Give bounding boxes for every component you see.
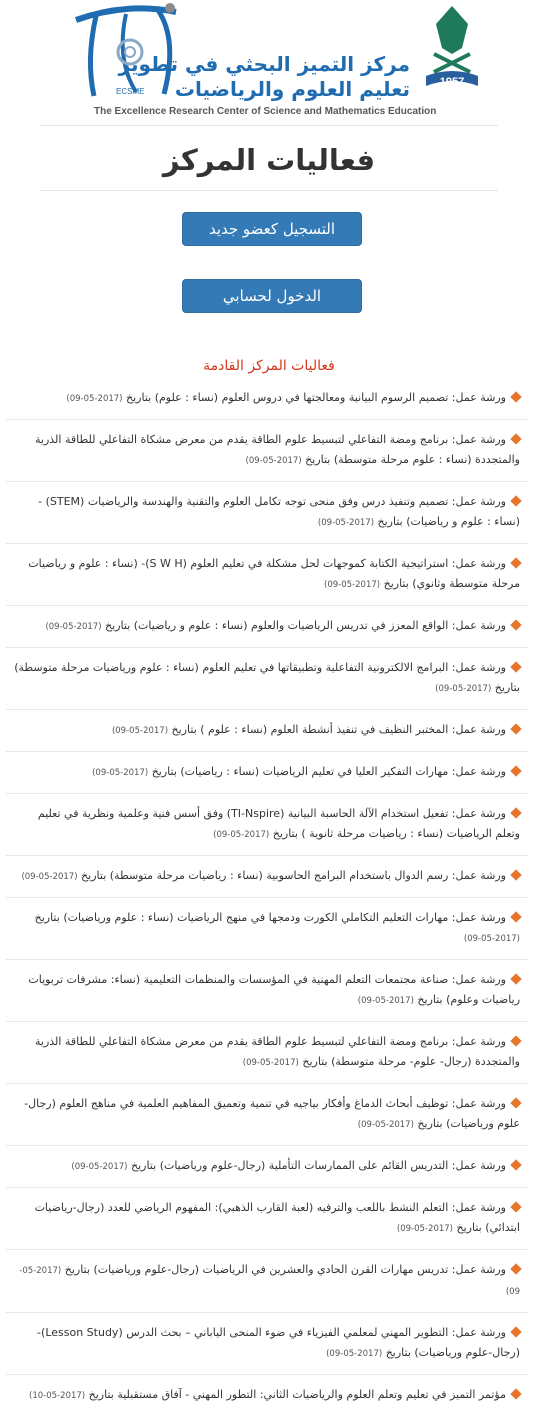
- diamond-bullet-icon: [510, 1263, 521, 1274]
- event-item: [6, 1313, 528, 1375]
- event-item: [6, 794, 528, 856]
- page-title: فعاليات المركز: [162, 143, 376, 177]
- event-date: (2017-05-09): [213, 830, 270, 840]
- event-date: (2017-05-09): [111, 726, 169, 736]
- diamond-bullet-icon: [510, 723, 521, 734]
- center-name-english: The Excellence Research Center of Science and Mathematics Education: [94, 106, 437, 117]
- event-date: (2017-05-09): [45, 622, 102, 632]
- event-date: (2017-05-10): [29, 1391, 86, 1401]
- event-date: (2017-05-09): [245, 456, 302, 466]
- event-date: (2017-05-09): [317, 518, 375, 528]
- event-date: (2017-05-09): [396, 1224, 453, 1234]
- diamond-bullet-icon: [510, 391, 521, 402]
- university-logo: [416, 2, 488, 102]
- event-link[interactable]: ورشة عمل: تصميم الرسوم البيانية ومعالجتها في دروس العلوم (نساء : علوم) بتاريخ: [126, 391, 506, 404]
- event-link[interactable]: ورشة عمل: البرامج الالكترونية التفاعلية وتطبيقاتها في تعليم العلوم (نساء : علوم ورياضيات مرحلة متوسطة) بتاريخ: [14, 661, 520, 694]
- event-link[interactable]: مؤتمر التميز في تعليم وتعلم العلوم والرياضيات الثاني: التطور المهني - آفاق مستقبلية بتاريخ: [88, 1388, 506, 1401]
- diamond-bullet-icon: [510, 807, 521, 818]
- event-item: [6, 1188, 528, 1250]
- diamond-bullet-icon: [510, 1388, 521, 1399]
- event-link[interactable]: ورشة عمل: المختبر النظيف في تنفيذ أنشطة العلوم (نساء : علوم ) بتاريخ: [171, 723, 506, 736]
- diamond-bullet-icon: [510, 765, 521, 776]
- event-item: [6, 710, 528, 752]
- event-item: [6, 420, 528, 482]
- ecsme-label: ECSME: [116, 87, 145, 96]
- event-date: (2017-05-09): [463, 934, 520, 944]
- event-item: [6, 1250, 528, 1313]
- diamond-bullet-icon: [510, 433, 521, 444]
- diamond-bullet-icon: [510, 619, 521, 630]
- diamond-bullet-icon: [510, 1035, 521, 1046]
- event-item: [6, 752, 528, 794]
- event-link[interactable]: ورشة عمل: تدريس مهارات القرن الحادي والعشرين في الرياضيات (رجال-علوم ورياضيات) بتاريخ: [64, 1263, 506, 1276]
- event-item: [6, 648, 528, 710]
- event-date: (2017-05-09): [66, 394, 123, 404]
- diamond-bullet-icon: [510, 911, 521, 922]
- event-item: [6, 1084, 528, 1146]
- event-item: [6, 378, 528, 420]
- event-date: (2017-05-09): [323, 580, 381, 590]
- event-date: (2017-05-09): [435, 684, 492, 694]
- founding-year: 1957: [439, 76, 465, 88]
- event-link[interactable]: ورشة عمل: التطوير المهني لمعلمي الفيزياء في ضوء المنحى الياباني – بحث الدرس (Lesson Study)-(رجال-علوم ورياضيات) بتاريخ: [37, 1326, 520, 1359]
- diamond-bullet-icon: [510, 1159, 521, 1170]
- event-link[interactable]: ورشة عمل: تفعيل استخدام الآلة الحاسبة البيانية (TI-Nspire) وفق أسس فنية وعلمية ونظرية في تعليم وتعلم الرياضيات (نساء : رياضيات مرحلة ثانوية ) بتاريخ: [37, 807, 520, 840]
- event-link[interactable]: ورشة عمل: رسم الدوال باستخدام البرامج الحاسوبية (نساء : رياضيات مرحلة متوسطة) بتاريخ: [81, 869, 506, 882]
- event-date: (2017-05-09): [357, 996, 414, 1006]
- event-link[interactable]: ورشة عمل: الواقع المعزز في تدريس الرياضيات والعلوم (نساء : علوم و رياضيات) بتاريخ: [105, 619, 506, 632]
- event-item: [6, 606, 528, 648]
- diamond-bullet-icon: [510, 869, 521, 880]
- diamond-bullet-icon: [510, 973, 521, 984]
- event-date: (2017-05-09): [92, 768, 149, 778]
- event-item: [6, 856, 528, 898]
- event-link[interactable]: ورشة عمل: تصميم وتنفيذ درس وفق منحى توجه تكامل العلوم والتقنية والهندسة والرياضيات (STEM) - (نساء : علوم و رياضيات) بتاريخ: [38, 495, 520, 528]
- header-divider: [40, 125, 498, 126]
- diamond-bullet-icon: [510, 1097, 521, 1108]
- event-date: (2017-05-09): [242, 1058, 299, 1068]
- event-link[interactable]: ورشة عمل: صناعة مجتمعات التعلم المهنية في المؤسسات والمنظمات التعليمية (نساء: مشرفات تربويات رياضيات وعلوم) بتاريخ: [28, 973, 520, 1006]
- event-link[interactable]: ورشة عمل: مهارات التفكير العليا في تعليم الرياضيات (نساء : رياضيات) بتاريخ: [151, 765, 506, 778]
- upcoming-events-heading: فعاليات المركز القادمة: [203, 358, 335, 374]
- diamond-bullet-icon: [510, 1201, 521, 1212]
- event-link[interactable]: ورشة عمل: استراتيجية الكتابة كموجهات لحل مشكلة في تعليم العلوم (S W H)- (نساء : علوم و رياضيات مرحلة متوسطة وثانوي) بتاريخ: [28, 557, 520, 590]
- event-item: [6, 1022, 528, 1084]
- event-link[interactable]: ورشة عمل: التدريس القائم على الممارسات التأملية (رجال-علوم ورياضيات) بتاريخ: [130, 1159, 506, 1172]
- event-date: (2017-05-09): [71, 1162, 128, 1172]
- event-link[interactable]: ورشة عمل: التعلم النشط باللعب والترفيه (لعبة القارب الذهبي): المفهوم الرياضي للعدد (رجال-رياضيات ابتدائي) بتاريخ: [34, 1201, 520, 1234]
- site-header: [0, 0, 538, 124]
- event-link[interactable]: ورشة عمل: توظيف أبحاث الدماغ وأفكار بياجيه في تنمية وتعميق المفاهيم العلمية في مناهج العلوم (رجال-علوم ورياضيات) بتاريخ: [24, 1097, 520, 1130]
- diamond-bullet-icon: [510, 557, 521, 568]
- event-date: (2017-05-09): [21, 872, 78, 882]
- diamond-bullet-icon: [510, 1326, 521, 1337]
- event-item: [6, 898, 528, 960]
- event-link[interactable]: ورشة عمل: برنامج ومضة التفاعلي لتبسيط علوم الطاقة يقدم من معرض مشكاة التفاعلي للطاقة الذرية والمتجددة (نساء : علوم مرحلة متوسطة) بتاريخ: [35, 433, 520, 466]
- event-item: [6, 960, 528, 1022]
- event-item: [6, 544, 528, 606]
- event-date: (2017-05-09): [357, 1120, 414, 1130]
- register-button[interactable]: التسجيل كعضو جديد: [182, 212, 362, 246]
- event-date: (2017-05-09): [326, 1349, 383, 1359]
- event-link[interactable]: ورشة عمل: برنامج ومضة التفاعلي لتبسيط علوم الطاقة يقدم من معرض مشكاة التفاعلي للطاقة الذرية والمتجددة (رجال- علوم- مرحلة متوسطة) بتاريخ: [35, 1035, 520, 1068]
- title-divider: [40, 190, 498, 191]
- events-list: [6, 378, 528, 1416]
- event-link[interactable]: ورشة عمل: مهارات التعليم التكاملي الكورت ودمجها في منهج الرياضيات (نساء : علوم ورياضيات) بتاريخ: [34, 911, 506, 924]
- event-item: [6, 1375, 528, 1416]
- event-item: [6, 482, 528, 544]
- login-button[interactable]: الدخول لحسابي: [182, 279, 362, 313]
- diamond-bullet-icon: [510, 495, 521, 506]
- diamond-bullet-icon: [510, 661, 521, 672]
- center-name-arabic-line1: مركز التميز البحثي في تطوير: [118, 52, 410, 76]
- event-date: (2017-05-09): [19, 1266, 520, 1297]
- center-name-arabic-line2: تعليم العلوم والرياضيات: [174, 77, 410, 101]
- event-item: [6, 1146, 528, 1188]
